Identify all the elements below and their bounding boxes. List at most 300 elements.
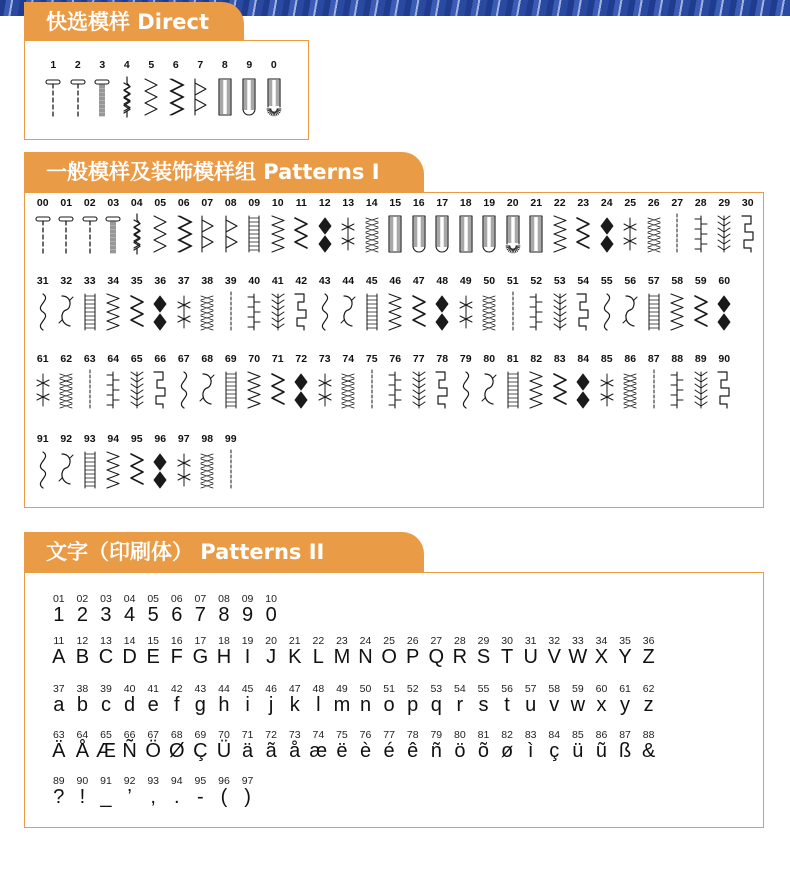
pattern-number: 60 xyxy=(595,683,608,695)
letter-pattern-60 xyxy=(590,683,614,716)
pattern-number: 77 xyxy=(383,729,395,741)
pattern-00 xyxy=(31,197,55,259)
letter-pattern-95 xyxy=(189,775,213,808)
pattern-20 xyxy=(501,197,525,259)
letter-pattern-48 xyxy=(307,683,331,716)
pattern-number: 69 xyxy=(224,353,237,365)
pattern-number: 84 xyxy=(548,729,561,741)
letter-glyph: v xyxy=(549,694,560,716)
decorative-stitch-icon xyxy=(715,289,733,337)
letter-pattern-59 xyxy=(566,683,590,716)
letter-pattern-80 xyxy=(448,729,472,762)
letter-pattern-55 xyxy=(472,683,496,716)
pattern-55 xyxy=(595,275,619,337)
pattern-84 xyxy=(572,353,596,415)
pattern-number: 23 xyxy=(577,197,590,209)
decorative-stitch-icon xyxy=(645,367,663,415)
decorative-stitch-icon xyxy=(339,211,357,259)
pattern-number: 05 xyxy=(147,593,160,605)
letter-glyph: 9 xyxy=(241,604,254,626)
decorative-stitch-icon xyxy=(34,211,52,259)
pattern-number: 01 xyxy=(60,197,73,209)
pattern-94 xyxy=(102,433,126,495)
letter-pattern-02 xyxy=(71,593,95,626)
letter-glyph: e xyxy=(147,694,159,716)
pattern-number: 52 xyxy=(406,683,419,695)
letter-glyph: ( xyxy=(220,786,228,808)
pattern-number: 8 xyxy=(221,59,228,71)
letter-glyph: n xyxy=(359,694,372,716)
pattern-number: 87 xyxy=(647,353,660,365)
decorative-stitch-icon xyxy=(410,367,428,415)
decorative-stitch-icon xyxy=(151,447,169,495)
pattern-52 xyxy=(525,275,549,337)
pattern-number: 71 xyxy=(271,353,284,365)
letter-pattern-53 xyxy=(425,683,449,716)
decorative-stitch-icon xyxy=(245,367,263,415)
pattern-number: 10 xyxy=(265,593,277,605)
letter-glyph: õ xyxy=(477,740,490,762)
decorative-stitch-icon xyxy=(245,289,263,337)
pattern-number: 63 xyxy=(83,353,96,365)
pattern-number: 53 xyxy=(553,275,566,287)
letter-glyph: 3 xyxy=(100,604,112,626)
letter-glyph: w xyxy=(570,694,586,716)
pattern-number: 58 xyxy=(548,683,561,695)
letter-pattern-19 xyxy=(236,635,260,668)
pattern-number: 29 xyxy=(477,635,490,647)
letter-pattern-17 xyxy=(189,635,213,668)
stitch-buttonhole-round-icon xyxy=(240,73,258,123)
pattern-number: 75 xyxy=(336,729,348,741)
pattern-number: 20 xyxy=(506,197,519,209)
pattern-number: 7 xyxy=(197,59,204,71)
letter-glyph: f xyxy=(173,694,180,716)
pattern-number: 57 xyxy=(647,275,660,287)
pattern-97 xyxy=(172,433,196,495)
pattern-number: 08 xyxy=(224,197,237,209)
pattern-number: 57 xyxy=(524,683,537,695)
decorative-stitch-icon xyxy=(363,289,381,337)
pattern-48 xyxy=(431,275,455,337)
letter-pattern-32 xyxy=(542,635,566,668)
letter-glyph: o xyxy=(383,694,395,716)
letter-pattern-62 xyxy=(637,683,661,716)
pattern-number: 99 xyxy=(224,433,237,445)
pattern-number: 80 xyxy=(454,729,466,741)
pattern-number: 17 xyxy=(194,635,207,647)
pattern-number: 33 xyxy=(83,275,96,287)
pattern-number: 03 xyxy=(107,197,120,209)
decorative-stitch-icon xyxy=(151,289,169,337)
pattern-77 xyxy=(407,353,431,415)
letter-glyph: ü xyxy=(572,740,584,762)
letter-glyph: D xyxy=(122,646,137,668)
letter-pattern-68 xyxy=(165,729,189,762)
pattern-17 xyxy=(431,197,455,259)
letter-glyph: t xyxy=(504,694,510,716)
pattern-number: 43 xyxy=(318,275,331,287)
pattern-14 xyxy=(360,197,384,259)
pattern-number: 49 xyxy=(459,275,472,287)
letter-glyph: h xyxy=(218,694,230,716)
letter-glyph: l xyxy=(316,694,321,716)
letter-glyph: ø xyxy=(500,740,514,762)
letter-pattern-86 xyxy=(590,729,614,762)
decorative-stitch-icon xyxy=(316,367,334,415)
letter-pattern-04 xyxy=(118,593,142,626)
decorative-stitch-icon xyxy=(316,211,334,259)
letter-glyph: ) xyxy=(244,786,251,808)
pattern-number: 81 xyxy=(477,729,490,741)
letter-glyph: ä xyxy=(241,740,254,762)
decorative-stitch-icon xyxy=(292,289,310,337)
pattern-number: 74 xyxy=(342,353,355,365)
pattern-number: 60 xyxy=(718,275,731,287)
pattern-73 xyxy=(313,353,337,415)
letter-glyph: C xyxy=(98,646,114,668)
patterns-ii-row xyxy=(47,683,660,716)
letter-glyph: 0 xyxy=(265,604,277,626)
pattern-80 xyxy=(478,353,502,415)
letter-pattern-75 xyxy=(330,729,354,762)
pattern-number: 40 xyxy=(123,683,136,695)
stitch-lightning-icon xyxy=(118,73,136,123)
letter-glyph: k xyxy=(289,694,300,716)
pattern-number: 09 xyxy=(248,197,261,209)
letter-pattern-35 xyxy=(613,635,637,668)
letter-pattern-27 xyxy=(425,635,449,668)
decorative-stitch-icon xyxy=(410,289,428,337)
letter-glyph: ! xyxy=(79,786,86,808)
pattern-66 xyxy=(149,353,173,415)
pattern-number: 6 xyxy=(172,59,179,71)
pattern-number: 47 xyxy=(288,683,301,695)
pattern-83 xyxy=(548,353,572,415)
pattern-number: 48 xyxy=(312,683,325,695)
pattern-number: 13 xyxy=(342,197,355,209)
direct-pattern-4 xyxy=(115,59,140,123)
letter-pattern-52 xyxy=(401,683,425,716)
pattern-79 xyxy=(454,353,478,415)
letter-pattern-71 xyxy=(236,729,260,762)
pattern-number: 34 xyxy=(107,275,120,287)
decorative-stitch-icon xyxy=(151,367,169,415)
decorative-stitch-icon xyxy=(574,211,592,259)
pattern-number: 39 xyxy=(100,683,112,695)
decorative-stitch-icon xyxy=(457,211,475,259)
decorative-stitch-icon xyxy=(386,289,404,337)
letter-glyph: S xyxy=(476,646,491,668)
patterns-ii-row xyxy=(47,775,259,808)
letter-pattern-45 xyxy=(236,683,260,716)
decorative-stitch-icon xyxy=(551,367,569,415)
pattern-number: 31 xyxy=(36,275,49,287)
pattern-number: 34 xyxy=(595,635,608,647)
letter-pattern-74 xyxy=(307,729,331,762)
decorative-stitch-icon xyxy=(292,211,310,259)
pattern-number: 9 xyxy=(246,59,253,71)
letter-glyph: a xyxy=(53,694,65,716)
letter-glyph: & xyxy=(641,740,656,762)
pattern-number: 73 xyxy=(288,729,301,741)
patterns-ii-row xyxy=(47,593,283,626)
letter-pattern-85 xyxy=(566,729,590,762)
letter-glyph: Ä xyxy=(52,740,66,762)
pattern-26 xyxy=(642,197,666,259)
letter-glyph: I xyxy=(244,646,251,668)
letter-pattern-33 xyxy=(566,635,590,668)
pattern-87 xyxy=(642,353,666,415)
pattern-number: 79 xyxy=(459,353,472,365)
decorative-stitch-icon xyxy=(598,289,616,337)
letter-pattern-83 xyxy=(519,729,543,762)
pattern-number: 32 xyxy=(60,275,73,287)
letter-glyph: P xyxy=(406,646,420,668)
pattern-22 xyxy=(548,197,572,259)
letter-glyph: V xyxy=(547,646,561,668)
letter-pattern-61 xyxy=(613,683,637,716)
letter-pattern-69 xyxy=(189,729,213,762)
pattern-number: 55 xyxy=(600,275,613,287)
pattern-number: 21 xyxy=(530,197,543,209)
decorative-stitch-icon xyxy=(645,289,663,337)
letter-glyph: ’ xyxy=(127,786,132,808)
letter-pattern-31 xyxy=(519,635,543,668)
pattern-number: 91 xyxy=(100,775,112,787)
pattern-number: 02 xyxy=(76,593,89,605)
letter-pattern-09 xyxy=(236,593,260,626)
decorative-stitch-icon xyxy=(34,367,52,415)
pattern-number: 40 xyxy=(248,275,261,287)
letter-pattern-44 xyxy=(212,683,236,716)
letter-pattern-29 xyxy=(472,635,496,668)
pattern-number: 38 xyxy=(201,275,214,287)
patterns-ii-panel xyxy=(24,572,764,828)
direct-pattern-6 xyxy=(164,59,189,123)
pattern-number: 50 xyxy=(359,683,372,695)
pattern-number: 61 xyxy=(619,683,631,695)
decorative-stitch-icon xyxy=(621,211,639,259)
decorative-stitch-icon xyxy=(645,211,663,259)
letter-glyph: u xyxy=(525,694,537,716)
pattern-number: 24 xyxy=(359,635,372,647)
letter-pattern-13 xyxy=(94,635,118,668)
pattern-07 xyxy=(196,197,220,259)
decorative-stitch-icon xyxy=(715,367,733,415)
pattern-number: 93 xyxy=(147,775,160,787)
letter-pattern-03 xyxy=(94,593,118,626)
letter-glyph: Ü xyxy=(216,740,232,762)
pattern-number: 38 xyxy=(76,683,89,695)
decorative-stitch-icon xyxy=(81,289,99,337)
pattern-47 xyxy=(407,275,431,337)
letter-glyph: 5 xyxy=(147,604,159,626)
decorative-stitch-icon xyxy=(480,211,498,259)
pattern-number: 20 xyxy=(265,635,277,647)
pattern-number: 93 xyxy=(83,433,96,445)
decorative-stitch-icon xyxy=(128,289,146,337)
letter-glyph: _ xyxy=(100,786,112,808)
pattern-number: 42 xyxy=(170,683,183,695)
letter-glyph: q xyxy=(430,694,442,716)
pattern-69 xyxy=(219,353,243,415)
pattern-number: 72 xyxy=(295,353,308,365)
pattern-number: 04 xyxy=(130,197,143,209)
letter-glyph: ñ xyxy=(430,740,442,762)
letter-pattern-67 xyxy=(141,729,165,762)
letter-pattern-01 xyxy=(47,593,71,626)
pattern-49 xyxy=(454,275,478,337)
pattern-number: 59 xyxy=(572,683,584,695)
pattern-28 xyxy=(689,197,713,259)
letter-pattern-72 xyxy=(259,729,283,762)
pattern-number: 2 xyxy=(74,59,81,71)
pattern-number: 54 xyxy=(577,275,590,287)
letter-glyph: 7 xyxy=(194,604,206,626)
decorative-stitch-icon xyxy=(363,211,381,259)
pattern-62 xyxy=(55,353,79,415)
decorative-stitch-icon xyxy=(410,211,428,259)
pattern-number: 86 xyxy=(595,729,608,741)
letter-glyph: L xyxy=(312,646,324,668)
pattern-67 xyxy=(172,353,196,415)
letter-pattern-20 xyxy=(259,635,283,668)
decorative-stitch-icon xyxy=(81,211,99,259)
pattern-number: 11 xyxy=(295,197,307,209)
decorative-stitch-icon xyxy=(433,367,451,415)
letter-glyph: ç xyxy=(549,740,560,762)
decorative-stitch-icon xyxy=(457,367,475,415)
pattern-number: 90 xyxy=(718,353,731,365)
pattern-number: 46 xyxy=(265,683,277,695)
decorative-stitch-icon xyxy=(104,447,122,495)
patterns-ii-row xyxy=(47,635,660,668)
pattern-number: 79 xyxy=(430,729,443,741)
letter-pattern-94 xyxy=(165,775,189,808)
decorative-stitch-icon xyxy=(198,289,216,337)
pattern-42 xyxy=(290,275,314,337)
pattern-number: 80 xyxy=(483,353,496,365)
pattern-46 xyxy=(384,275,408,337)
decorative-stitch-icon xyxy=(34,447,52,495)
pattern-54 xyxy=(572,275,596,337)
pattern-number: 08 xyxy=(218,593,230,605)
pattern-number: 18 xyxy=(218,635,230,647)
letter-pattern-97 xyxy=(236,775,260,808)
pattern-number: 62 xyxy=(60,353,73,365)
pattern-number: 14 xyxy=(123,635,136,647)
direct-pattern-7 xyxy=(188,59,213,123)
letter-pattern-34 xyxy=(590,635,614,668)
pattern-number: 06 xyxy=(177,197,190,209)
letter-pattern-08 xyxy=(212,593,236,626)
decorative-stitch-icon xyxy=(175,211,193,259)
decorative-stitch-icon xyxy=(668,211,686,259)
pattern-number: 56 xyxy=(501,683,513,695)
direct-pattern-5 xyxy=(139,59,164,123)
pattern-number: 47 xyxy=(412,275,425,287)
letter-pattern-39 xyxy=(94,683,118,716)
decorative-stitch-icon xyxy=(739,211,757,259)
pattern-29 xyxy=(713,197,737,259)
letter-pattern-57 xyxy=(519,683,543,716)
pattern-number: 42 xyxy=(295,275,308,287)
decorative-stitch-icon xyxy=(692,367,710,415)
letter-pattern-89 xyxy=(47,775,71,808)
letter-glyph: R xyxy=(452,646,468,668)
letter-pattern-51 xyxy=(377,683,401,716)
letter-glyph: ì xyxy=(527,740,534,762)
letter-glyph: ũ xyxy=(595,740,608,762)
pattern-number: 85 xyxy=(572,729,584,741)
direct-pattern-9 xyxy=(237,59,262,123)
letter-pattern-41 xyxy=(141,683,165,716)
direct-pattern-row xyxy=(41,59,286,123)
pattern-45 xyxy=(360,275,384,337)
patterns-i-row xyxy=(31,433,243,495)
pattern-number: 84 xyxy=(577,353,590,365)
letter-pattern-24 xyxy=(354,635,378,668)
pattern-number: 87 xyxy=(619,729,631,741)
pattern-number: 02 xyxy=(83,197,96,209)
letter-pattern-14 xyxy=(118,635,142,668)
letter-glyph: N xyxy=(358,646,373,668)
pattern-43 xyxy=(313,275,337,337)
decorative-stitch-icon xyxy=(551,211,569,259)
pattern-12 xyxy=(313,197,337,259)
pattern-number: 97 xyxy=(241,775,254,787)
pattern-number: 44 xyxy=(218,683,230,695)
pattern-number: 35 xyxy=(619,635,631,647)
letter-pattern-54 xyxy=(448,683,472,716)
pattern-11 xyxy=(290,197,314,259)
pattern-21 xyxy=(525,197,549,259)
direct-panel xyxy=(24,40,309,140)
direct-section-title: 快选模样 Direct xyxy=(24,2,244,42)
letter-pattern-38 xyxy=(71,683,95,716)
pattern-15 xyxy=(384,197,408,259)
pattern-number: 30 xyxy=(501,635,513,647)
decorative-stitch-icon xyxy=(621,367,639,415)
pattern-number: 27 xyxy=(430,635,443,647)
pattern-31 xyxy=(31,275,55,337)
pattern-number: 53 xyxy=(430,683,443,695)
patterns-i-panel xyxy=(24,192,764,508)
letter-glyph: F xyxy=(170,646,183,668)
letter-pattern-91 xyxy=(94,775,118,808)
pattern-64 xyxy=(102,353,126,415)
pattern-72 xyxy=(290,353,314,415)
letter-glyph: M xyxy=(333,646,351,668)
letter-glyph: W xyxy=(568,646,588,668)
pattern-number: 91 xyxy=(36,433,49,445)
pattern-number: 36 xyxy=(642,635,655,647)
pattern-number: 72 xyxy=(265,729,277,741)
decorative-stitch-icon xyxy=(104,289,122,337)
letter-glyph: J xyxy=(266,646,277,668)
pattern-number: 98 xyxy=(201,433,214,445)
decorative-stitch-icon xyxy=(574,289,592,337)
pattern-92 xyxy=(55,433,79,495)
patterns-i-row xyxy=(31,197,760,259)
stitch-buttonhole-triple-icon xyxy=(93,73,111,123)
pattern-number: 33 xyxy=(572,635,584,647)
letter-glyph: y xyxy=(620,694,631,716)
pattern-09 xyxy=(243,197,267,259)
pattern-number: 45 xyxy=(365,275,378,287)
decorative-stitch-icon xyxy=(692,211,710,259)
